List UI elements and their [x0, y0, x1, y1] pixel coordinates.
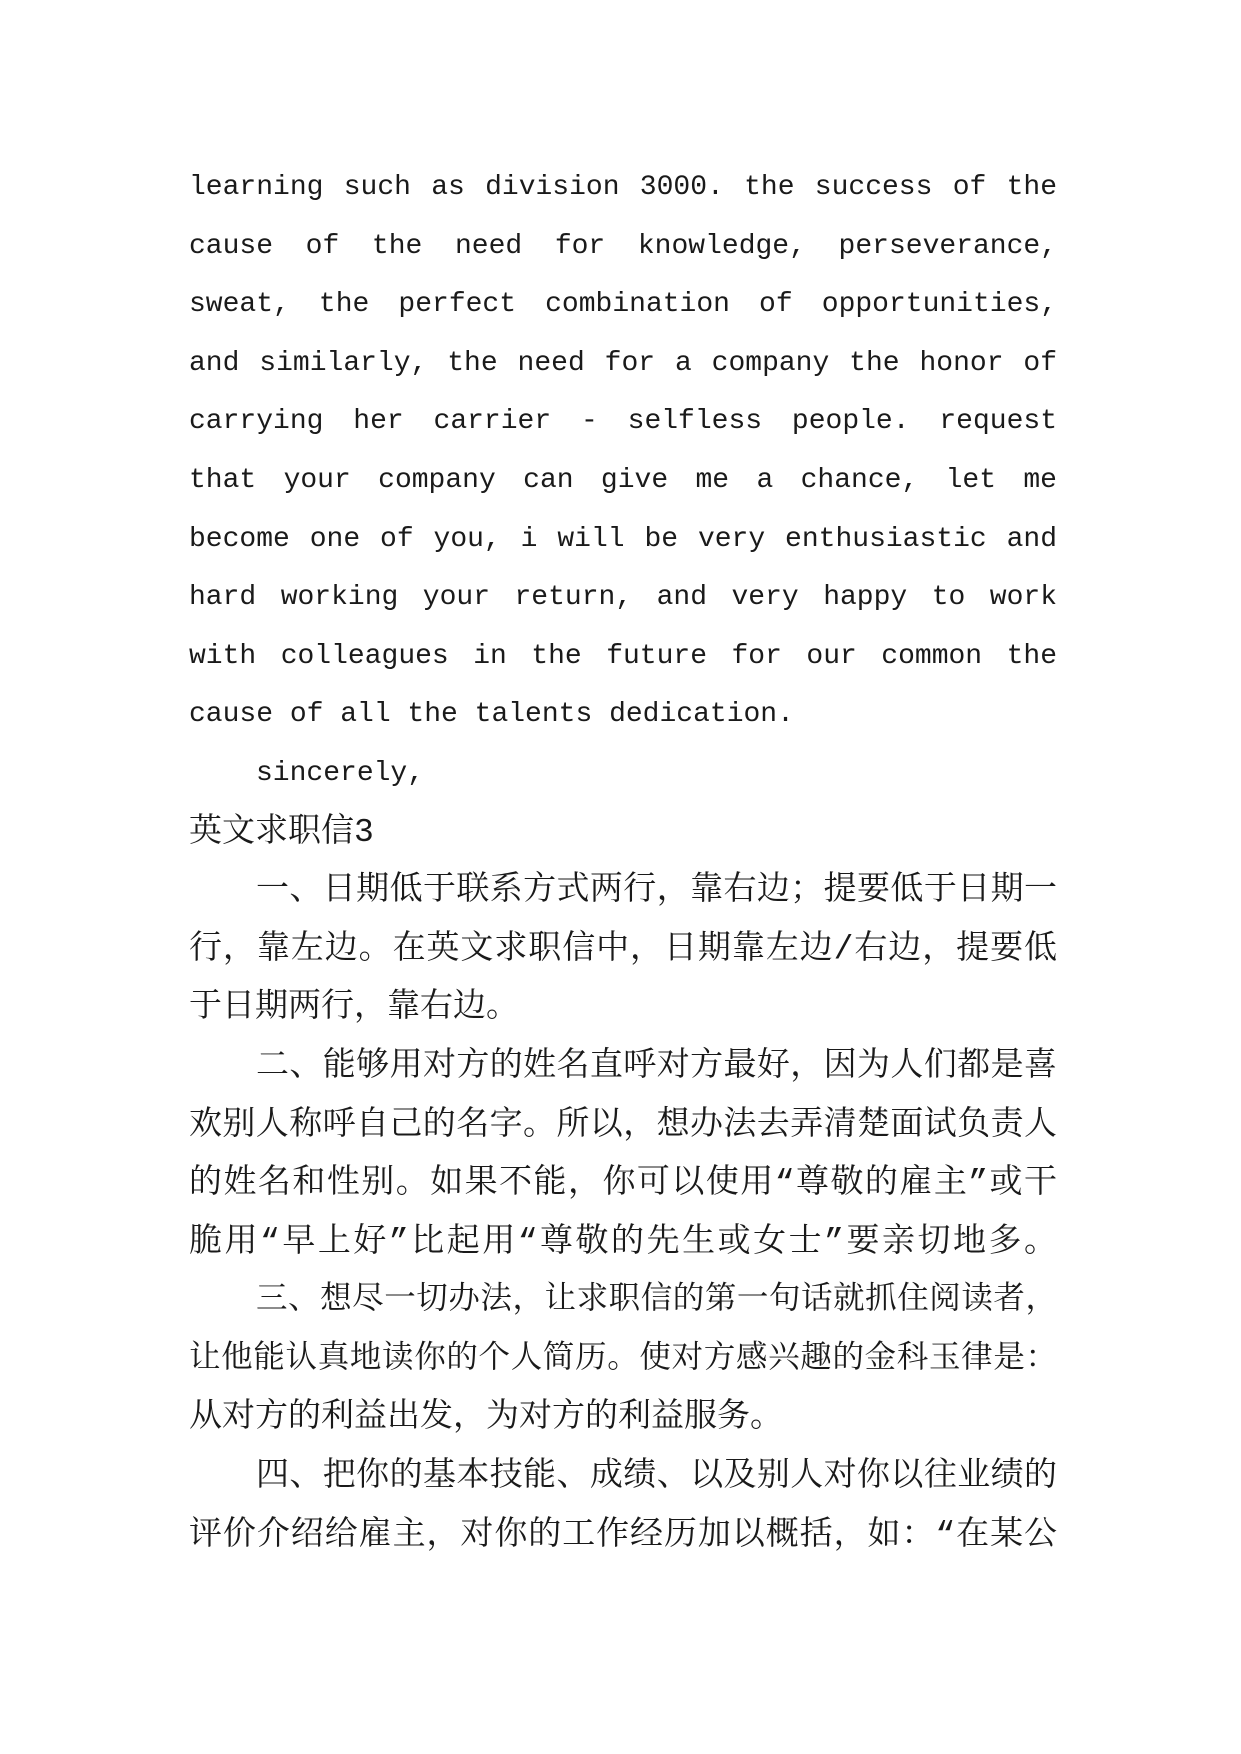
text-line: 于日期两行，靠右边。 [189, 989, 519, 1027]
paragraph-continuation [189, 159, 1057, 745]
text-line: that your company can give me a chance, let me [189, 464, 1057, 496]
text-line: 三、想尽一切办法，让求职信的第一句话就抓住阅读者， [256, 1283, 1057, 1319]
text-line: hard working your return, and very happy to work [189, 582, 1057, 614]
text-line: cause of all the talents dedication. [189, 699, 794, 731]
text-line: and similarly, the need for a company the honor of [189, 347, 1057, 379]
letter-closing: sincerely, [256, 757, 425, 789]
paragraph-tip-2 [189, 1038, 1057, 1272]
text-line: with colleagues in the future for our common the [189, 640, 1057, 672]
document-body [189, 159, 1057, 1565]
text-line: 脆用“早上好”比起用“尊敬的先生或女士”要亲切地多。 [189, 1223, 1057, 1261]
text-line: become one of you, i will be very enthusiastic and [189, 523, 1057, 555]
text-line: carrying her carrier - selfless people. request [189, 406, 1057, 438]
text-line: 评价介绍给雇主，对你的工作经历加以概括，如：“在某公 [189, 1516, 1057, 1554]
text-line: cause of the need for knowledge, perseverance, [189, 230, 1057, 262]
text-line: learning such as division 3000. the success of the [189, 172, 1057, 203]
paragraph-tip-1 [189, 862, 1057, 1038]
text-line: 从对方的利益出发，为对方的利益服务。 [189, 1399, 783, 1437]
text-line: 二、能够用对方的姓名直呼对方最好，因为人们都是喜 [256, 1047, 1057, 1085]
text-line: sweat, the perfect combination of opportunities, [189, 289, 1057, 321]
text-line: 四、把你的基本技能、成绩、以及别人对你以往业绩的 [256, 1458, 1057, 1496]
text-line: 欢别人称呼自己的名字。所以，想办法去弄清楚面试负责人 [189, 1106, 1057, 1144]
text-line: 的姓名和性别。如果不能，你可以使用“尊敬的雇主”或干 [189, 1165, 1057, 1203]
text-line: 让他能认真地读你的个人简历。使对方感兴趣的金科玉律是： [189, 1341, 1057, 1377]
text-line: 行，靠左边。在英文求职信中，日期靠左边/右边，提要低 [189, 930, 1057, 968]
section-heading: 英文求职信3 [189, 813, 374, 851]
paragraph-tip-4 [189, 1448, 1057, 1565]
paragraph-tip-3 [189, 1272, 1057, 1448]
text-line: 一、日期低于联系方式两行，靠右边；提要低于日期一 [256, 872, 1057, 910]
